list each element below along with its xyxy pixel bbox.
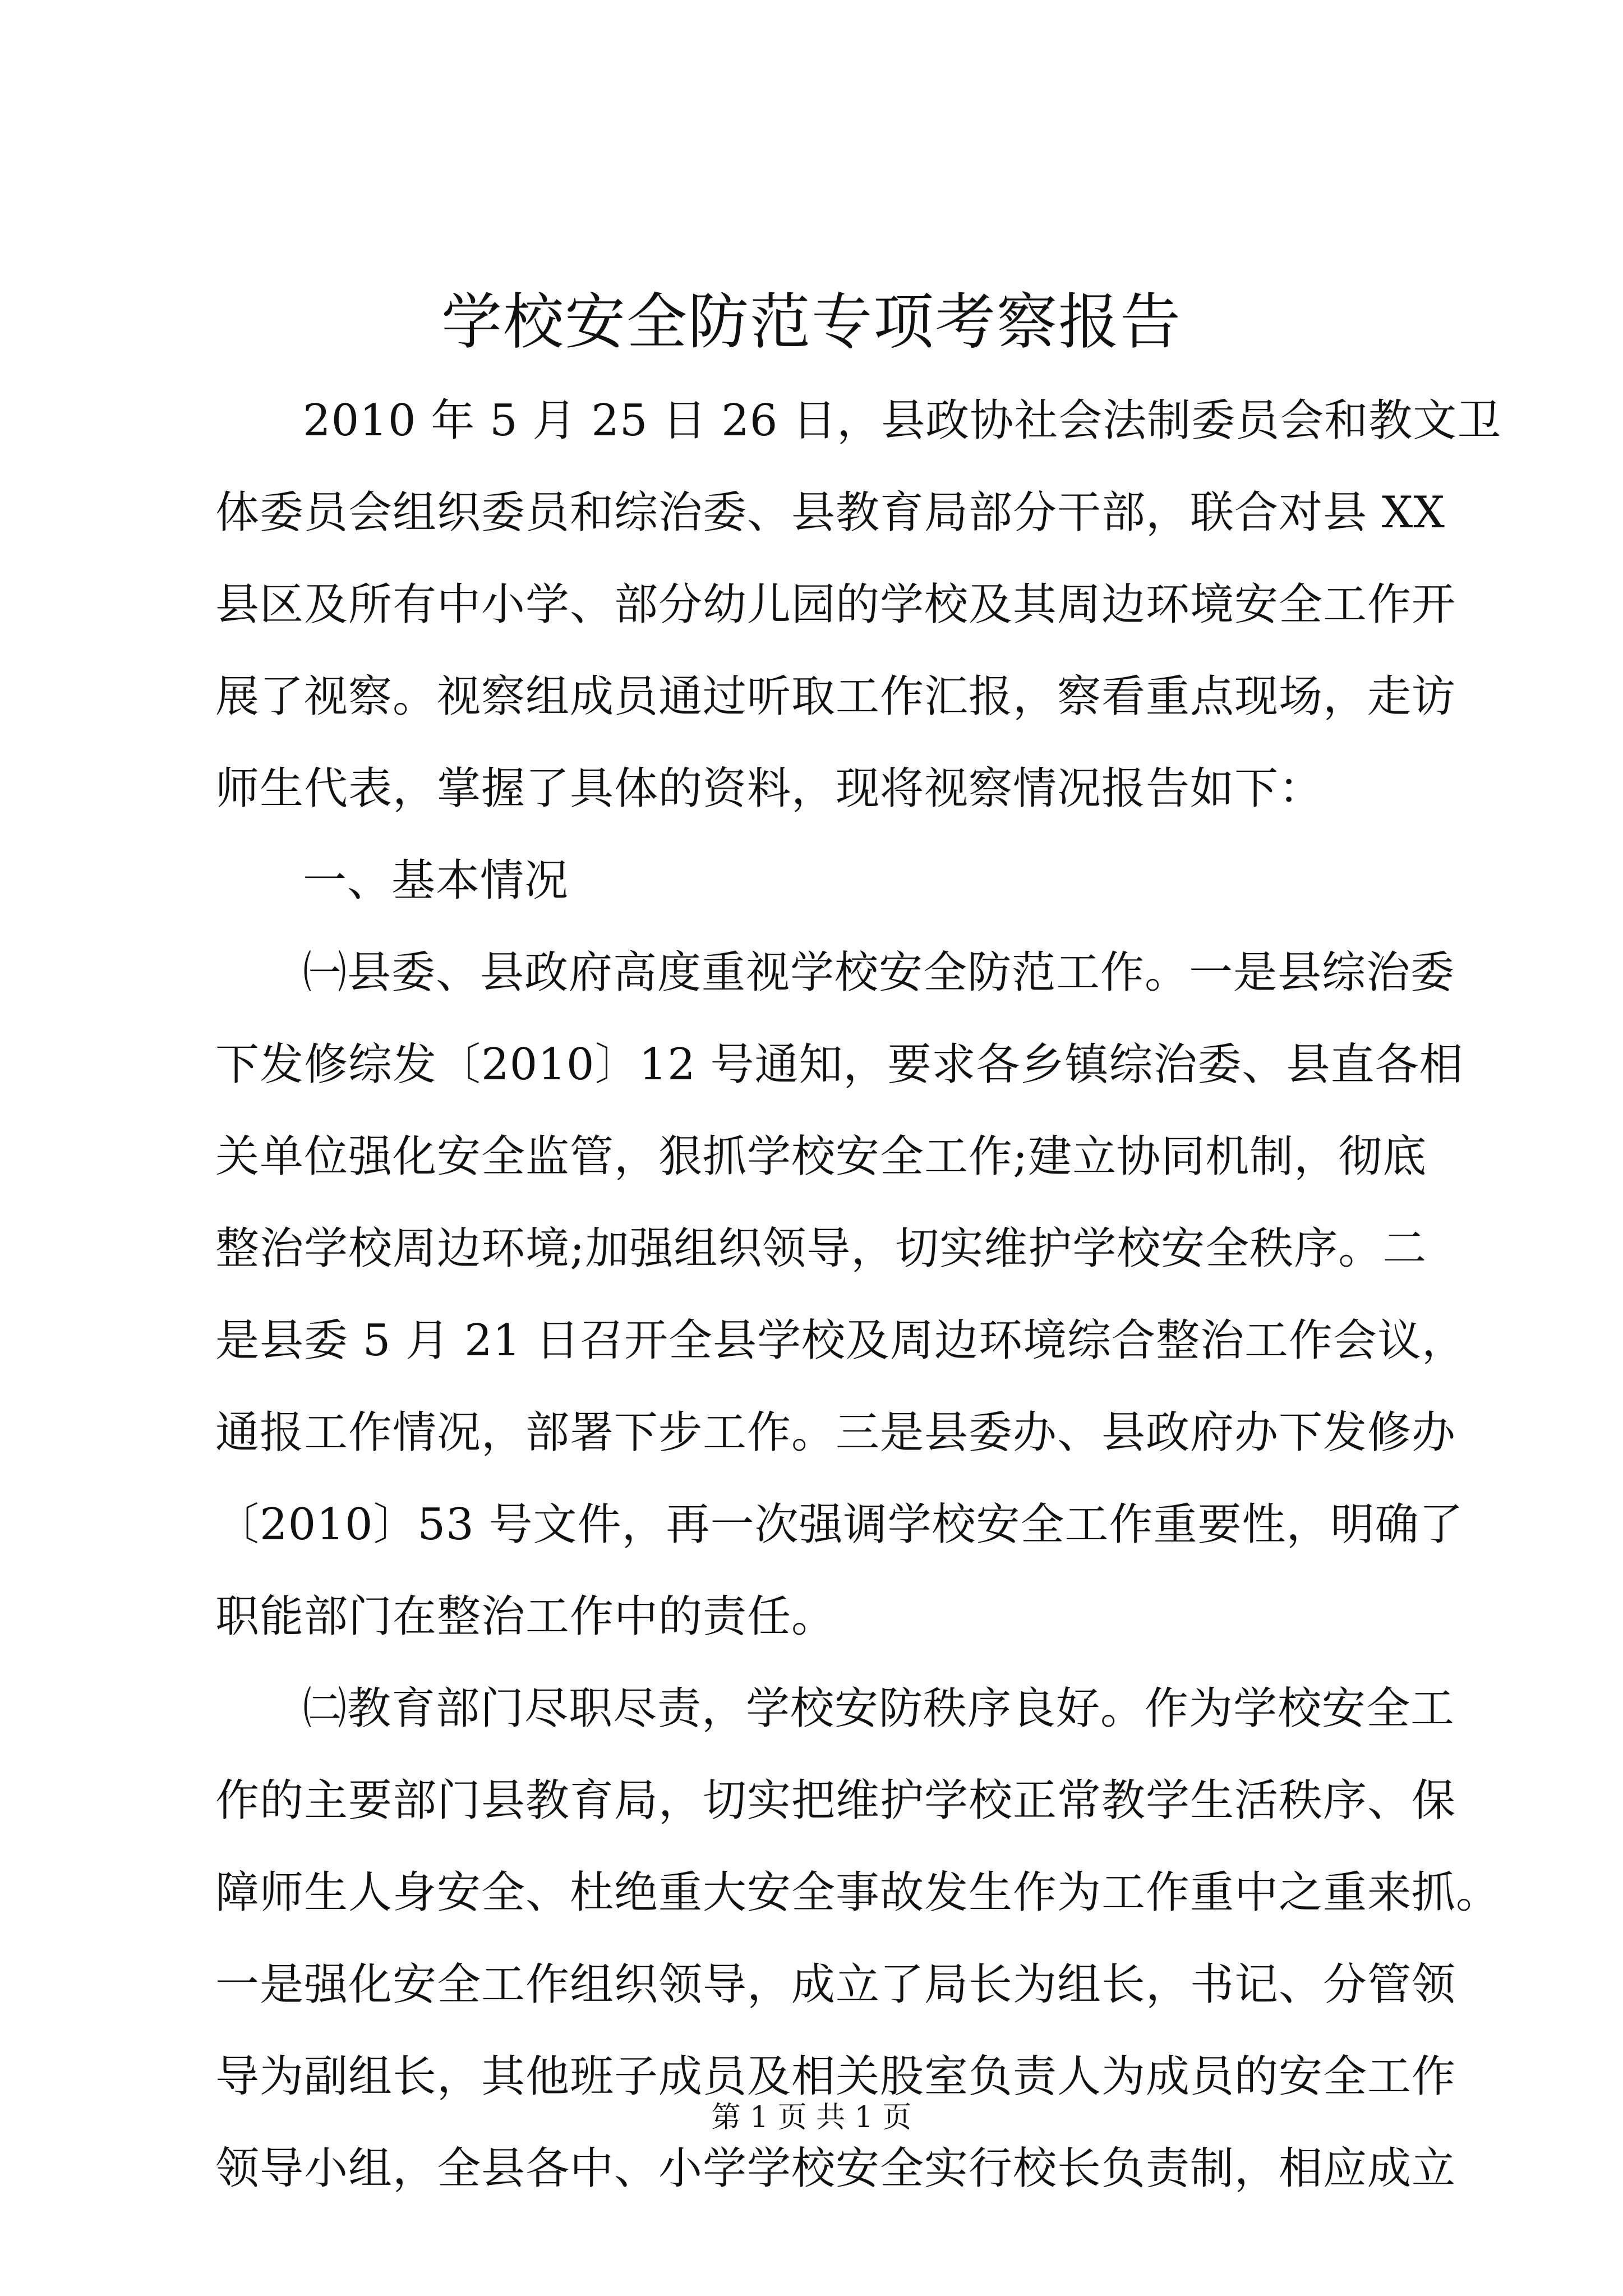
paragraph-line: 整治学校周边环境;加强组织领导，切实维护学校安全秩序。二	[215, 1223, 1427, 1274]
paragraph-line: 通报工作情况，部署下步工作。三是县委办、县政府办下发修办	[215, 1407, 1456, 1458]
paragraph-line: 导为副组长，其他班子成员及相关股室负责人为成员的安全工作	[215, 2051, 1456, 2102]
paragraph-line: 2010 年 5 月 25 日 26 日，县政协社会法制委员会和教文卫	[303, 395, 1502, 446]
paragraph-line: 关单位强化安全监管，狠抓学校安全工作;建立协同机制，彻底	[215, 1131, 1427, 1182]
paragraph-line: 障师生人身安全、杜绝重大安全事故发生作为工作重中之重来抓。	[215, 1867, 1501, 1918]
document-title: 学校安全防范专项考察报告	[441, 287, 1182, 357]
paragraph-line: 作的主要部门县教育局，切实把维护学校正常教学生活秩序、保	[215, 1775, 1456, 1826]
page-number-footer: 第 1 页 共 1 页	[711, 2101, 912, 2134]
section-heading: 一、基本情况	[303, 855, 569, 906]
paragraph-line: 领导小组，全县各中、小学学校安全实行校长负责制，相应成立	[215, 2143, 1456, 2194]
paragraph-line: 体委员会组织委员和综治委、县教育局部分干部，联合对县 XX	[215, 487, 1445, 538]
paragraph-line: ㈡教育部门尽职尽责，学校安防秩序良好。作为学校安全工	[303, 1683, 1455, 1734]
paragraph-line: 职能部门在整治工作中的责任。	[215, 1591, 836, 1642]
document-body	[215, 375, 1502, 2215]
paragraph-line: 〔2010〕53 号文件，再一次强调学校安全工作重要性，明确了	[215, 1499, 1464, 1550]
paragraph-line: 一是强化安全工作组织领导，成立了局长为组长，书记、分管领	[215, 1959, 1456, 2010]
paragraph-line: 县区及所有中小学、部分幼儿园的学校及其周边环境安全工作开	[215, 579, 1456, 630]
paragraph-line: 师生代表，掌握了具体的资料，现将视察情况报告如下：	[215, 763, 1324, 814]
paragraph-line: 下发修综发〔2010〕12 号通知，要求各乡镇综治委、县直各相	[215, 1039, 1464, 1090]
paragraph-line: 是县委 5 月 21 日召开全县学校及周边环境综合整治工作会议，	[215, 1315, 1467, 1366]
paragraph-line: 展了视察。视察组成员通过听取工作汇报，察看重点现场，走访	[215, 671, 1456, 722]
paragraph-line: ㈠县委、县政府高度重视学校安全防范工作。一是县综治委	[303, 947, 1455, 998]
